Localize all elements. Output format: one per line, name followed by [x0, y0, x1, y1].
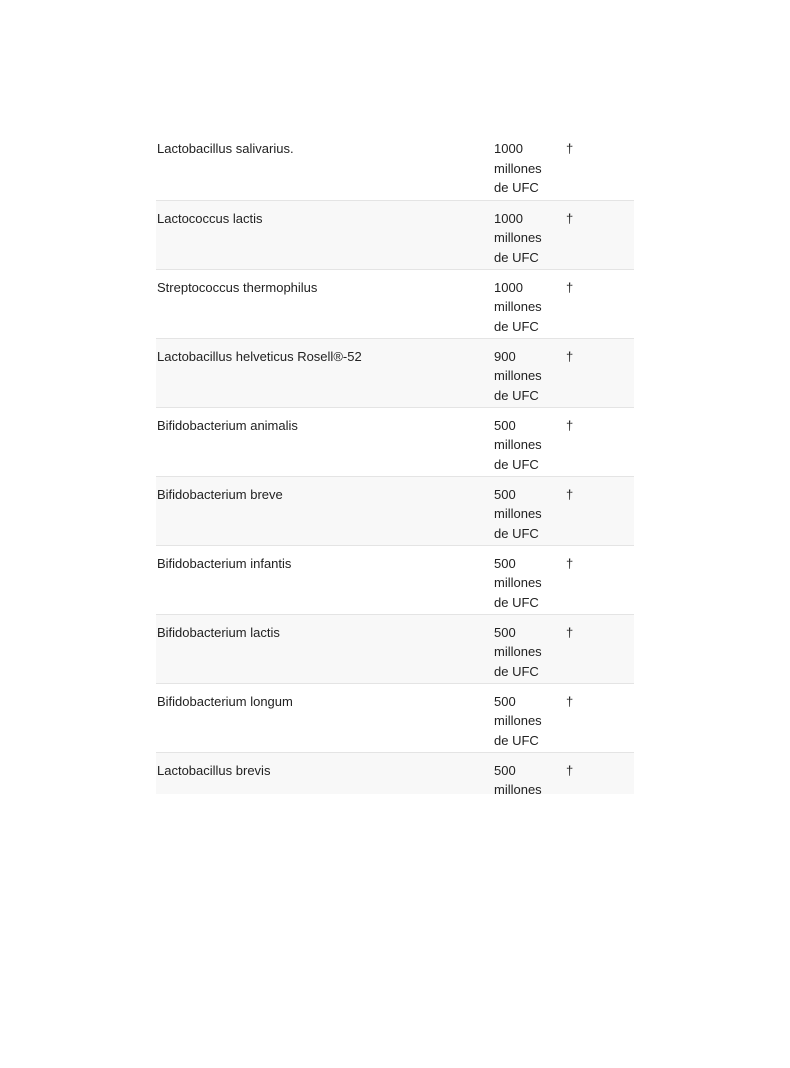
ingredient-amount [485, 683, 554, 752]
daily-value-dagger: † [566, 624, 574, 640]
daily-value-dagger: † [566, 762, 574, 778]
amount-text: 500 millones de UFC [494, 693, 542, 748]
ingredient-name: Lactococcus lactis [157, 210, 263, 226]
daily-value-dagger: † [566, 555, 574, 571]
table-row [156, 407, 634, 476]
amount-text: 1000 millones de UFC [494, 210, 542, 265]
amount-text: 500 millones de UFC [494, 486, 542, 541]
daily-value-dagger: † [566, 141, 574, 156]
ingredient-name: Lactobacillus brevis [157, 762, 271, 778]
ingredient-name: Bifidobacterium breve [157, 486, 283, 502]
daily-value-dagger: † [566, 693, 574, 709]
daily-value-dagger: † [566, 210, 574, 226]
daily-value-dagger: † [566, 279, 574, 295]
amount-text: 1000 millones de UFC [494, 141, 542, 196]
table-row [156, 131, 634, 200]
table-row [156, 338, 634, 407]
table-row [156, 614, 634, 683]
daily-value-dagger: † [566, 348, 574, 364]
ingredient-name: Bifidobacterium lactis [157, 624, 280, 640]
daily-value-dagger: † [566, 486, 574, 502]
ingredient-amount [485, 752, 554, 794]
ingredient-name: Streptococcus thermophilus [157, 279, 318, 295]
ingredient-name: Bifidobacterium longum [157, 693, 293, 709]
amount-text: 500 millones [494, 762, 542, 794]
amount-text: 500 millones de UFC [494, 417, 542, 472]
table-row [156, 269, 634, 338]
ingredient-amount [485, 131, 554, 200]
amount-text: 500 millones de UFC [494, 555, 542, 610]
table-row [156, 545, 634, 614]
daily-value-dagger: † [566, 417, 574, 433]
amount-text: 1000 millones de UFC [494, 279, 542, 334]
supplement-facts-table-container [156, 131, 634, 794]
table-row [156, 476, 634, 545]
ingredients-table [156, 131, 634, 794]
ingredient-amount [485, 614, 554, 683]
ingredient-amount [485, 200, 554, 269]
ingredient-name: Lactobacillus salivarius. [157, 141, 294, 156]
ingredient-name: Bifidobacterium infantis [157, 555, 292, 571]
table-row [156, 683, 634, 752]
ingredient-name: Lactobacillus helveticus Rosell®-52 [157, 348, 362, 364]
table-row [156, 752, 634, 794]
ingredient-amount [485, 269, 554, 338]
amount-text: 500 millones de UFC [494, 624, 542, 679]
ingredient-name: Bifidobacterium animalis [157, 417, 298, 433]
ingredient-amount [485, 338, 554, 407]
table-row [156, 200, 634, 269]
ingredient-amount [485, 545, 554, 614]
ingredient-amount [485, 407, 554, 476]
amount-text: 900 millones de UFC [494, 348, 542, 403]
ingredient-amount [485, 476, 554, 545]
